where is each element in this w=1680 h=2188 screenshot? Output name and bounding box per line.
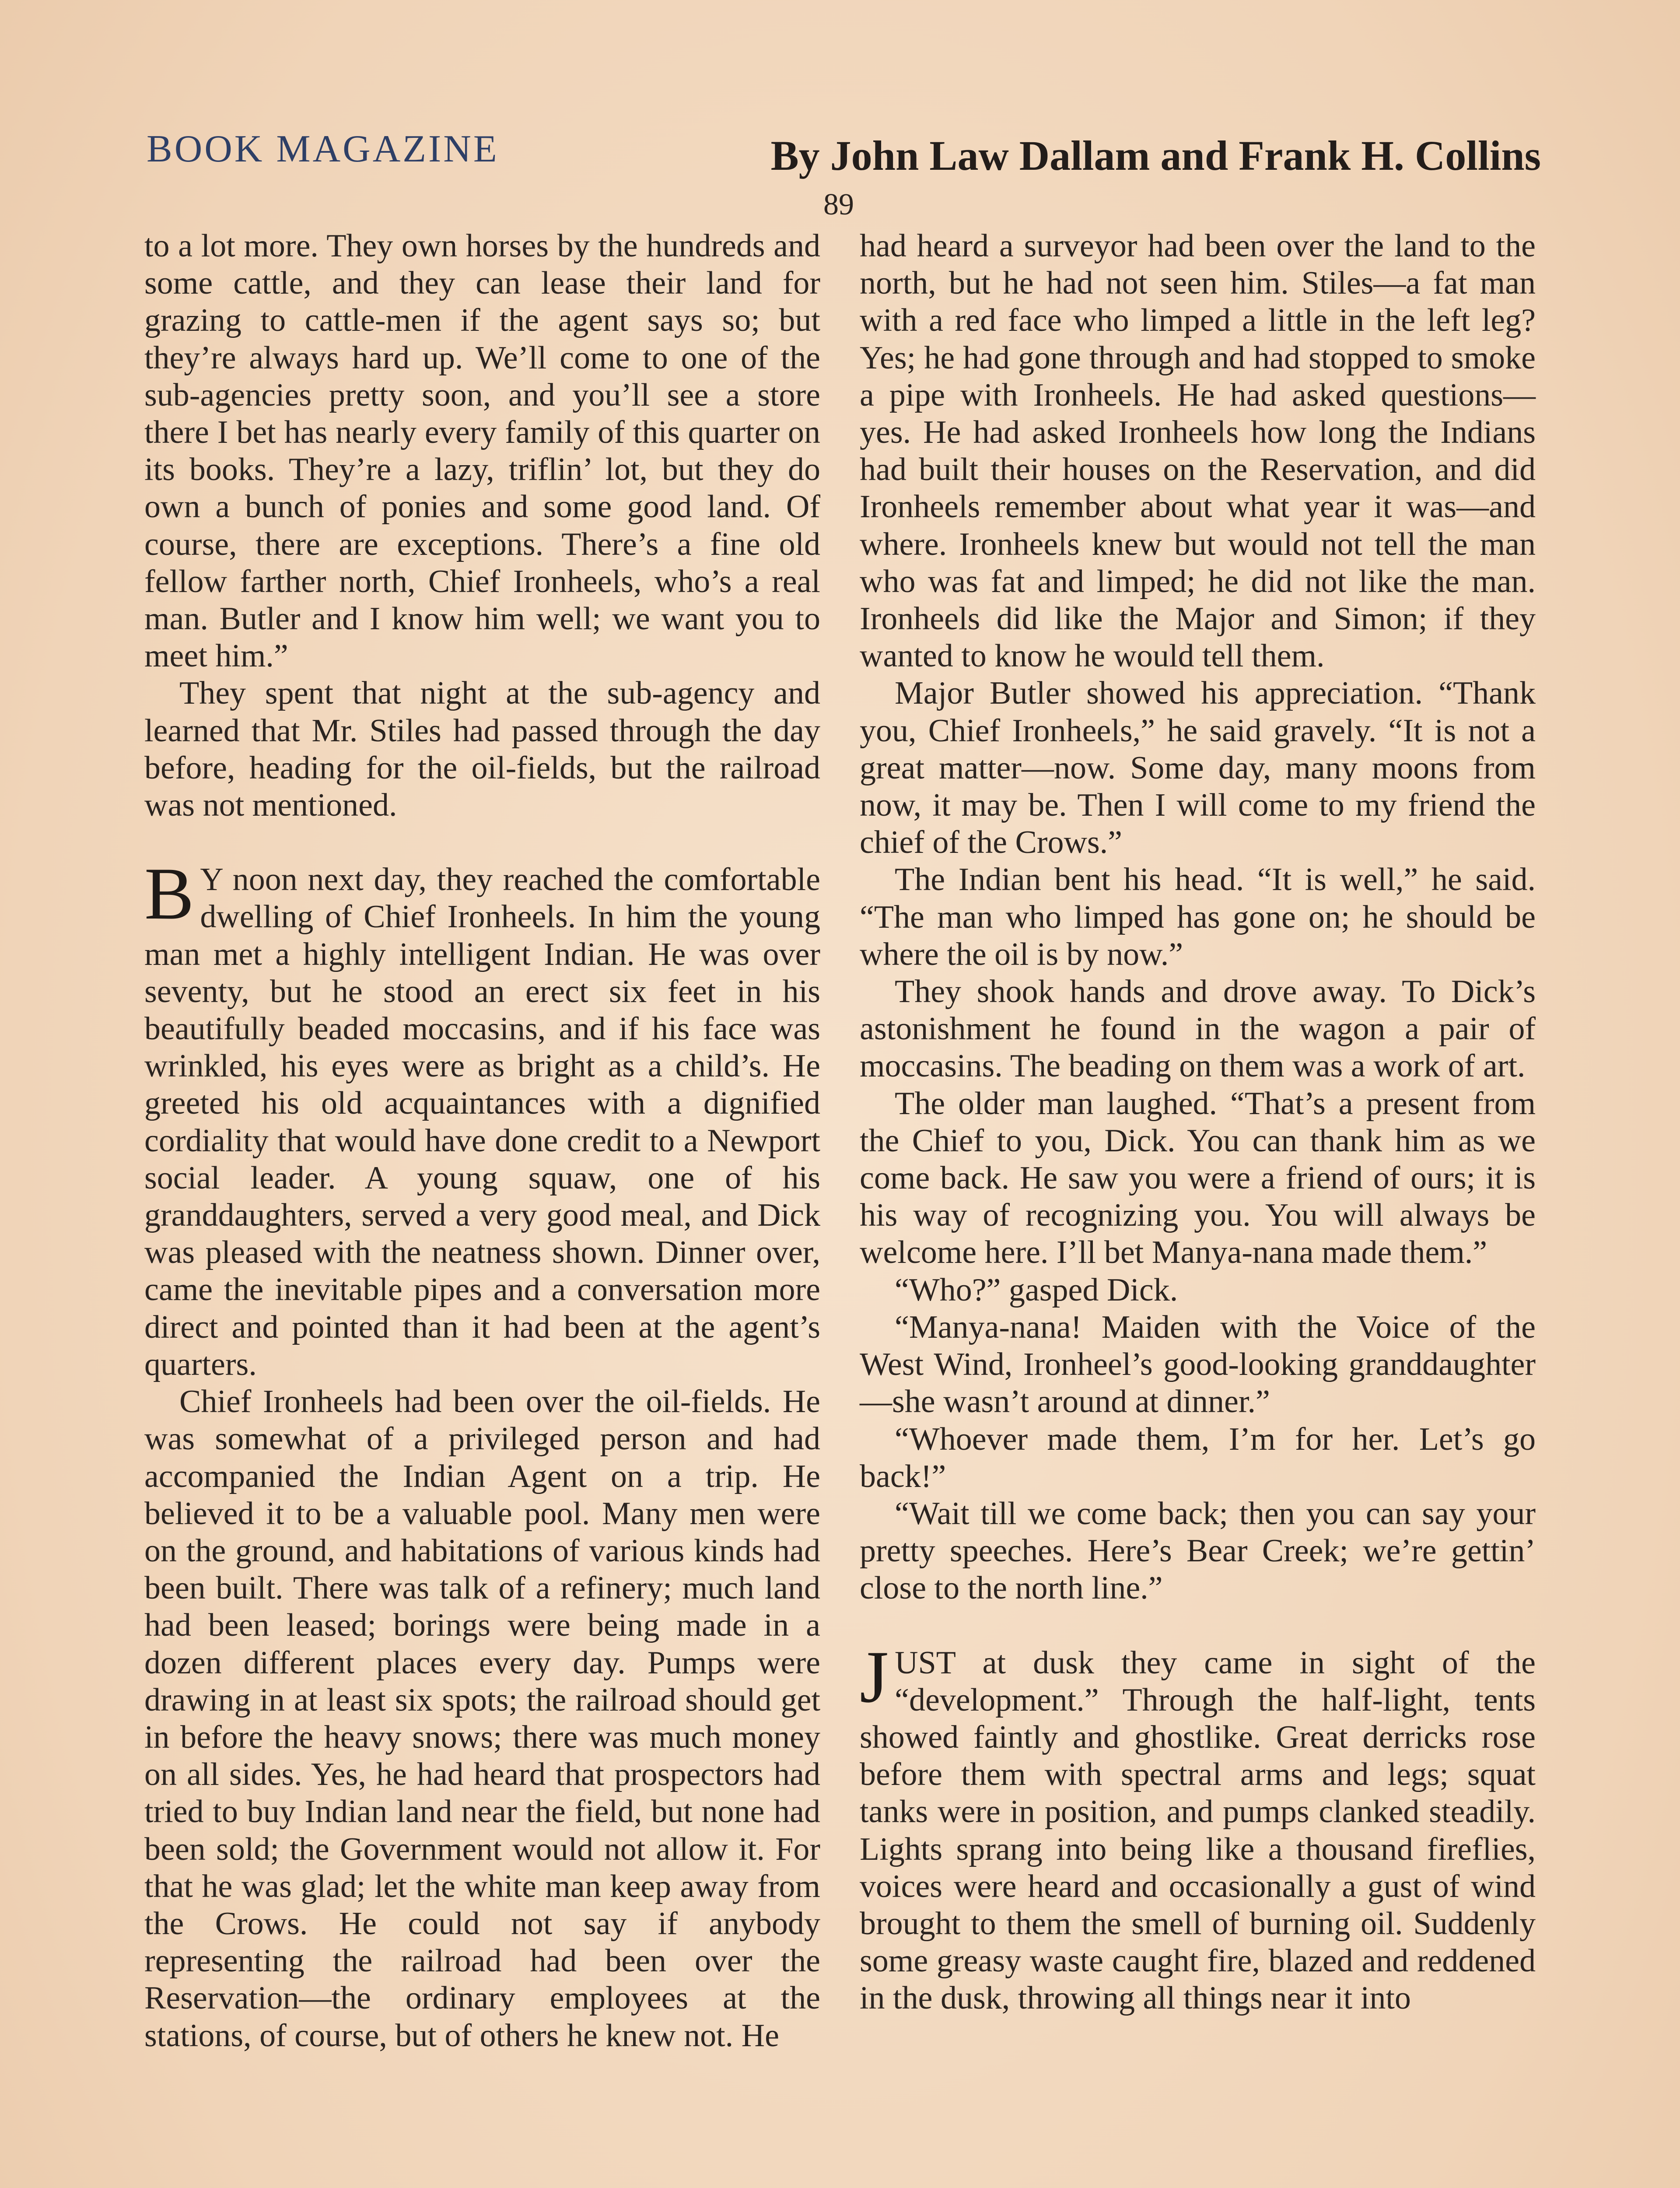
paragraph: had heard a surveyor had been over the land to the north, but he had not seen him. Stiles—a fat man with a red face who limped a little in the left leg? Yes; he had gone through and had stopped to smoke a pipe with Ironheels. He had asked questions—yes. He had asked Ironheels how long the Indians had built their houses on the Reservation, and did Ironheels remember about what year it was—and where. Ironheels knew but would not tell the man who was fat and limped; he did not like the man. Ironheels did like the Major and Simon; if they wanted to know he would tell them.: [860, 228, 1536, 674]
paragraph: They spent that night at the sub-agency and learned that Mr. Stiles had passed through the day before, heading for the oil-fields, but the railroad was not mentioned.: [144, 675, 820, 824]
drop-cap: B: [144, 852, 194, 935]
right-column: [860, 228, 1536, 2017]
paragraph: Chief Ironheels had been over the oil-fields. He was somewhat of a privileged person and had accompanied the Indian Agent on a trip. He believed it to be a valuable pool. Many men were on the ground, and habitations of various kinds had been built. There was talk of a refinery; much land had been leased; borings were being made in a dozen different places every day. Pumps were drawing in at least six spots; the railroad should get in before the heavy snows; there was much money on all sides. Yes, he had heard that prospectors had tried to buy Indian land near the field, but none had been sold; the Government would not allow it. For that he was glad; let the white man keep away from the Crows. He could not say if anybody representing the railroad had been over the Reservation—the ordinary employees at the stations, of course, but of others he knew not. He: [144, 1384, 820, 2054]
paragraph: “Manya-nana! Maiden with the Voice of the West Wind, Ironheel’s good-looking granddaughter—she wasn’t around at dinner.”: [860, 1309, 1536, 1420]
paragraph-text: Y noon next day, they reached the comfortable dwelling of Chief Ironheels. In him the young man met a highly intelligent Indian. He was over seventy, but he stood an erect six feet in his beautifully beaded moccasins, and if his face was wrinkled, his eyes were as bright as a child’s. He greeted his old acquaintances with a dignified cordiality that would have done credit to a Newport social leader. A young squaw, one of his granddaughters, served a very good meal, and Dick was pleased with the neatness shown. Dinner over, came the inevitable pipes and a conversation more direct and pointed than it had been at the agent’s quarters.: [144, 862, 820, 1382]
paragraph: “Whoever made them, I’m for her. Let’s go back!”: [860, 1421, 1536, 1494]
paragraph: The older man laughed. “That’s a present from the Chief to you, Dick. You can thank him as we come back. He saw you were a friend of ours; it is his way of recognizing you. You will always be welcome here. I’ll bet Manya-nana made them.”: [860, 1085, 1536, 1271]
left-column: [144, 228, 820, 2055]
drop-cap: J: [860, 1635, 889, 1718]
paragraph-with-dropcap: [860, 1635, 1536, 2017]
paragraph: “Wait till we come back; then you can say your pretty speeches. Here’s Bear Creek; we’re gettin’ close to the north line.”: [860, 1495, 1536, 1606]
paragraph: Major Butler showed his appreciation. “Thank you, Chief Ironheels,” he said gravely. “It is not a great matter—now. Some day, many moons from now, it may be. Then I will come to my friend the chief of the Crows.”: [860, 675, 1536, 861]
paragraph: “Who?” gasped Dick.: [895, 1272, 1178, 1308]
paragraph: to a lot more. They own horses by the hundreds and some cattle, and they can lease their land for grazing to cattle-men if the agent says so; but they’re always hard up. We’ll come to one of the sub-agencies pretty soon, and you’ll see a store there I bet has nearly every family of this quarter on its books. They’re a lazy, triflin’ lot, but they do own a bunch of ponies and some good land. Of course, there are exceptions. There’s a fine old fellow farther north, Chief Ironheels, who’s a real man. Butler and I know him well; we want you to meet him.”: [144, 228, 820, 674]
magazine-title: BOOK MAGAZINE: [147, 128, 499, 170]
paragraph: They shook hands and drove away. To Dick’s astonishment he found in the wagon a pair of moccasins. The beading on them was a work of art.: [860, 974, 1536, 1084]
paragraph-with-dropcap: [144, 852, 820, 1383]
paragraph-text: UST at dusk they came in sight of the “development.” Through the half-light, tents showed faintly and ghostlike. Great derricks rose before them with spectral arms and legs; squat tanks were in position, and pumps clanked steadily. Lights sprang into being like a thousand fireflies, voices were heard and occasionally a gust of wind brought to them the smell of burning oil. Suddenly some greasy waste caught fire, blazed and reddened in the dusk, throwing all things near it into: [860, 1645, 1536, 2016]
paragraph: The Indian bent his head. “It is well,” he said. “The man who limped has gone on; he should be where the oil is by now.”: [860, 862, 1536, 972]
byline: By John Law Dallam and Frank H. Collins: [770, 132, 1541, 179]
page-number: 89: [823, 188, 854, 221]
